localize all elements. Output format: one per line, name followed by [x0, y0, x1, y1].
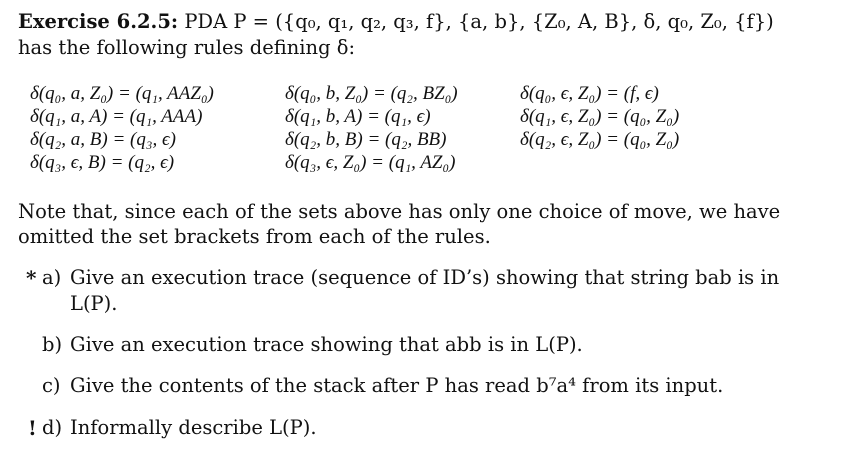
- rule-col1-row1: δ(q₀, a, Z₀) = (q₁, AAZ₀): [30, 83, 214, 104]
- rule-col2-row1: δ(q₀, b, Z₀) = (q₂, BZ₀): [285, 83, 458, 104]
- rule-col1-row2: δ(q₁, a, A) = (q₁, AAA): [30, 106, 203, 127]
- rule-col1-row4: δ(q₃, ϵ, B) = (q₂, ϵ): [30, 152, 175, 173]
- rule-col2-row2: δ(q₁, b, A) = (q₁, ϵ): [285, 106, 431, 127]
- item-c-text: Give the contents of the stack after P has read b⁷a⁴ from its input.: [70, 374, 724, 397]
- item-d-label: d): [42, 416, 63, 439]
- exercise-header: [18, 10, 774, 34]
- rule-col3-row1: δ(q₀, ϵ, Z₀) = (f, ϵ): [520, 83, 659, 104]
- exercise-intro-line2: has the following rules defining δ:: [18, 36, 356, 59]
- rule-col2-row4: δ(q₃, ϵ, Z₀) = (q₁, AZ₀): [285, 152, 456, 173]
- rule-col1-row3: δ(q₂, a, B) = (q₃, ϵ): [30, 129, 176, 150]
- item-a-text-line1: Give an execution trace (sequence of ID’s) showing that string bab is in: [70, 266, 780, 289]
- item-a-text-line2: L(P).: [70, 292, 118, 315]
- exercise-label: Exercise 6.2.5:: [18, 10, 179, 33]
- item-b-text: Give an execution trace showing that abb is in L(P).: [70, 333, 583, 356]
- exclamation-marker: !: [28, 416, 37, 440]
- rule-col2-row3: δ(q₂, b, B) = (q₂, BB): [285, 129, 447, 150]
- item-c-label: c): [42, 374, 61, 397]
- rule-col3-row3: δ(q₂, ϵ, Z₀) = (q₀, Z₀): [520, 129, 680, 150]
- item-a-label: a): [42, 266, 62, 289]
- note-line2: omitted the set brackets from each of the rules.: [18, 225, 491, 248]
- item-d-text: Informally describe L(P).: [70, 416, 317, 439]
- exercise-intro-line1: PDA P = ({q₀, q₁, q₂, q₃, f}, {a, b}, {Z₀, A, B}, δ, q₀, Z₀, {f}): [184, 10, 774, 33]
- rule-col3-row2: δ(q₁, ϵ, Z₀) = (q₀, Z₀): [520, 106, 680, 127]
- note-line1: Note that, since each of the sets above has only one choice of move, we have: [18, 200, 781, 223]
- starred-marker: *: [26, 266, 37, 290]
- item-b-label: b): [42, 333, 63, 356]
